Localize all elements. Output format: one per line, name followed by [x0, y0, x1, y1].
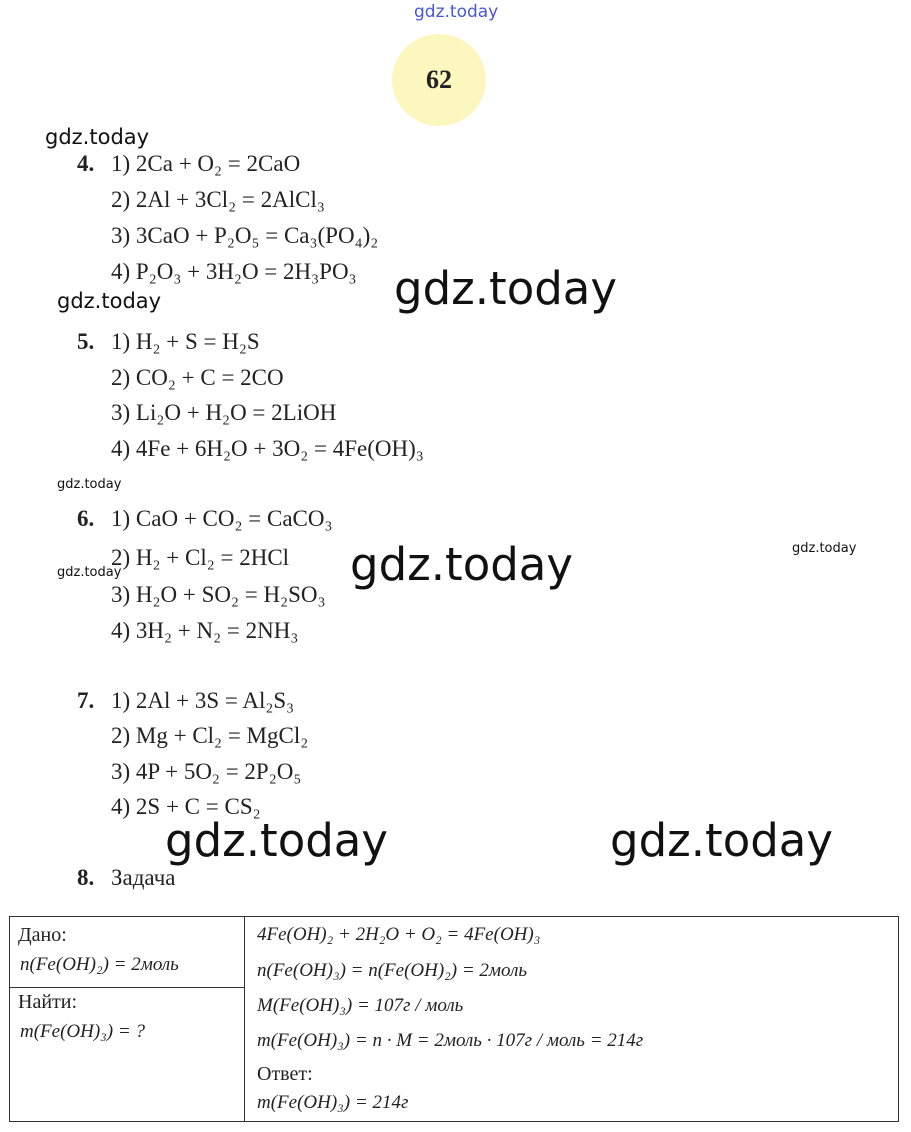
watermark: gdz.today: [610, 814, 834, 867]
reaction: 2) Mg + Cl₂ = MgCl₂: [111, 723, 309, 748]
given-value: n(Fe(OH)₂) = 2моль: [20, 954, 179, 975]
table-divider-horizontal: [10, 987, 245, 988]
watermark: gdz.today: [57, 477, 122, 492]
reaction: 1) 2Ca + O₂ = 2CaO: [111, 151, 301, 176]
solution-line: 4Fe(OH)₂ + 2H₂O + O₂ = 4Fe(OH)₃: [257, 924, 541, 945]
page-number: 62: [426, 65, 452, 94]
table-divider-vertical: [244, 917, 245, 1121]
answer-label: Ответ:: [257, 1063, 313, 1085]
solution-line: n(Fe(OH)₃) = n(Fe(OH)₂) = 2моль: [257, 960, 528, 981]
problem-number: 8.: [77, 865, 95, 890]
reaction: 4) P₂O₃ + 3H₂O = 2H₃PO₃: [111, 259, 357, 284]
problem-number: 6.: [77, 506, 95, 531]
watermark: gdz.today: [45, 125, 150, 149]
reaction: 3) 4P + 5O₂ = 2P₂O₅: [111, 759, 302, 784]
watermark: gdz.today: [792, 541, 857, 556]
find-value: m(Fe(OH)₃) = ?: [20, 1021, 145, 1042]
reaction: 3) H₂O + SO₂ = H₂SO₃: [111, 582, 326, 607]
reaction: 3) Li₂O + H₂O = 2LiOH: [111, 400, 337, 425]
watermark: gdz.today: [57, 565, 122, 580]
given-label: Дано:: [18, 924, 67, 946]
reaction: 1) 2Al + 3S = Al₂S₃: [111, 688, 295, 713]
reaction: 2) 2Al + 3Cl₂ = 2AlCl₃: [111, 187, 325, 212]
reaction: 1) CaO + CO₂ = CaCO₃: [111, 506, 333, 531]
reaction: 1) H₂ + S = H₂S: [111, 329, 260, 354]
problem-number: 7.: [77, 688, 95, 713]
answer-value: m(Fe(OH)₃) = 214г: [257, 1092, 409, 1113]
watermark: gdz.today: [394, 262, 618, 315]
solution-line: m(Fe(OH)₃) = n · M = 2моль · 107г / моль = 214г: [257, 1030, 644, 1051]
page-number-badge: [392, 34, 486, 126]
reaction: 2) H₂ + Cl₂ = 2HCl: [111, 545, 290, 570]
reaction: 4) 3H₂ + N₂ = 2NH₃: [111, 618, 299, 643]
watermark: gdz.today: [57, 289, 162, 313]
problem-number: 5.: [77, 329, 95, 354]
reaction: 3) 3CaO + P₂O₅ = Ca₃(PO₄)₂: [111, 223, 379, 248]
task-table: [9, 916, 899, 1122]
watermark-top: gdz.today: [414, 2, 499, 22]
watermark: gdz.today: [165, 814, 389, 867]
reaction: 2) CO₂ + C = 2CO: [111, 365, 284, 390]
reaction: 4) 4Fe + 6H₂O + 3O₂ = 4Fe(OH)₃: [111, 436, 424, 461]
solution-line: M(Fe(OH)₃) = 107г / моль: [257, 995, 464, 1016]
watermark: gdz.today: [350, 538, 574, 591]
reaction: 4) 2S + C = CS₂: [111, 794, 261, 819]
problem-label: Задача: [111, 865, 176, 890]
find-label: Найти:: [18, 991, 78, 1013]
problem-number: 4.: [77, 151, 95, 176]
